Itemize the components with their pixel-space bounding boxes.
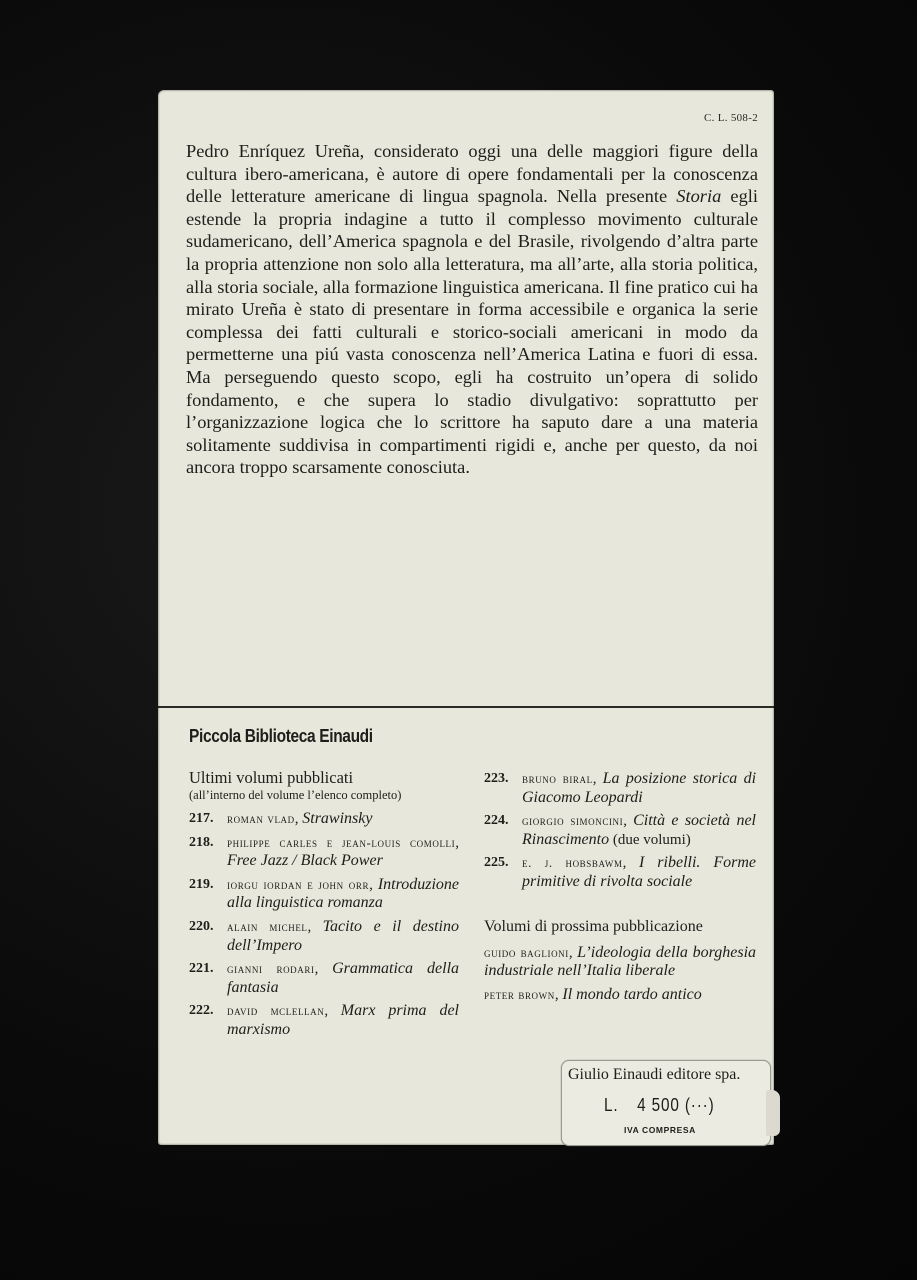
- book-entry: [189, 876, 459, 913]
- sticker-currency: L.: [604, 1095, 619, 1115]
- torn-sticker-edge: [766, 1090, 780, 1136]
- catalog-code: C. L. 508-2: [703, 112, 758, 124]
- book-entry: [189, 960, 459, 997]
- entry-number: 225.: [484, 855, 509, 871]
- entry-number: 220.: [189, 918, 214, 934]
- entry-text: [227, 876, 459, 913]
- separator: ,: [622, 855, 640, 872]
- upcoming-author: peter brown: [484, 986, 555, 1002]
- sticker-tax-note: IVA COMPRESA: [624, 1125, 696, 1135]
- entry-text: [227, 810, 459, 829]
- entry-author: alain michel: [227, 918, 308, 934]
- book-back-cover: [158, 90, 774, 1145]
- separator: ,: [307, 918, 323, 935]
- sticker-price: [604, 1095, 715, 1116]
- entry-number: 217.: [189, 811, 214, 826]
- entry-author: roman vlad: [227, 811, 295, 826]
- entry-title: Introduzione alla linguistica romanza: [227, 875, 459, 912]
- separator: ,: [314, 961, 333, 978]
- sticker-amount: 4 500: [637, 1095, 680, 1115]
- entry-title: Grammatica della fantasia: [227, 960, 460, 996]
- entry-text: [227, 834, 459, 871]
- entry-author: e. j. hobsbawm: [522, 855, 623, 871]
- entry-text: [522, 770, 756, 807]
- entry-number: 218.: [189, 834, 214, 850]
- entry-title: Marx prima del marxismo: [227, 1002, 459, 1038]
- upcoming-author: guido baglioni: [484, 944, 569, 960]
- upcoming-entry: [484, 944, 756, 981]
- book-entry: [189, 810, 459, 829]
- entry-text: [227, 1002, 459, 1039]
- divider-rule: [158, 706, 774, 708]
- series-title: Piccola Biblioteca Einaudi: [189, 726, 373, 746]
- entry-text: [227, 960, 459, 997]
- blurb-part-1: Pedro Enríquez Ureña, considerato oggi una delle maggiori figure della cultura ibero-americana, è autore di opere fondamentali per la conoscenza delle letterature americane di lingua spagnola. Nella presente: [186, 141, 758, 207]
- entry-number: 224.: [484, 813, 509, 829]
- separator: ,: [324, 1003, 341, 1020]
- separator: ,: [554, 986, 563, 1003]
- entry-number: 223.: [484, 771, 509, 786]
- entry-title: Free Jazz / Black Power: [227, 852, 383, 870]
- recent-heading: Ultimi volumi pubblicati: [189, 768, 354, 787]
- book-entry: [189, 1002, 459, 1039]
- recent-list-left: [189, 768, 459, 1045]
- separator: ,: [369, 876, 378, 893]
- separator: ,: [294, 811, 303, 827]
- book-entry: [484, 812, 756, 849]
- entry-author: iorgu iordan e john orr: [227, 876, 370, 892]
- separator: ,: [592, 771, 603, 787]
- entry-number: 219.: [189, 876, 214, 892]
- entry-title: Tacito e il destino dell’Impero: [227, 917, 460, 954]
- entry-title: Città e società nel Rinascimento: [522, 812, 756, 848]
- upcoming-entry: [484, 986, 756, 1005]
- recent-note: (all’interno del volume l’elenco completo): [189, 788, 402, 802]
- separator: ,: [568, 944, 578, 961]
- entry-title: I ribelli. Forme primitive di rivolta sociale: [522, 854, 757, 890]
- blurb-part-2: egli estende la propria indagine a tutto il complesso movimento culturale sudamericano, dell’America spagnola e del Brasile, rivolgendo d’altra parte la propria attenzione non solo alla letteratura, ma all’arte, alla storia politica, alla storia sociale, alla formazione linguistica americana. Il fine pratico cui ha mirato Ureña è stato di presentare in forma accessibile e organica la serie complessa dei fatti culturali e storico-sociali americani in modo da permetterne una piú vasta conoscenza nell’America Latina e fuori di essa. Ma perseguendo questo scopo, egli ha costruito un’opera di solido fondamento, e che supera lo stadio divulgativo: soprattutto per l’organizzazione logica che lo scrittore ha saputo dare a una materia solitamente suddivisa in compartimenti rigidi e, anche per questo, da noi ancora troppo scarsamente conosciuta.: [186, 186, 758, 478]
- entry-author: philippe carles e jean-louis comolli: [227, 834, 456, 850]
- book-entry: [189, 834, 459, 871]
- entry-text: [227, 918, 459, 955]
- upcoming-title: Il mondo tardo antico: [562, 985, 702, 1003]
- entry-author: giorgio simoncini: [522, 813, 624, 829]
- book-entry: [189, 918, 459, 955]
- entry-title: La posizione storica di Giacomo Leopardi: [522, 770, 757, 806]
- entry-author: bruno biral: [522, 771, 593, 786]
- entry-extra: (due volumi): [609, 831, 691, 848]
- entry-author: gianni rodari: [227, 961, 315, 977]
- sticker-suffix: (···): [684, 1095, 715, 1115]
- sticker-publisher: Giulio Einaudi editore spa.: [568, 1066, 741, 1083]
- upcoming-title: L’ideologia della borghesia industriale nell’Italia liberale: [484, 943, 757, 980]
- entry-text: [522, 812, 756, 849]
- separator: ,: [455, 834, 459, 851]
- blurb-text: [186, 140, 758, 479]
- price-sticker: [561, 1060, 771, 1146]
- recent-list-right: [484, 770, 756, 1009]
- entry-title: Strawinsky: [302, 810, 373, 827]
- upcoming-heading: Volumi di prossima pubblicazione: [484, 917, 703, 935]
- entry-number: 221.: [189, 961, 214, 977]
- book-entry: [484, 770, 756, 807]
- blurb-italic-title: Storia: [676, 186, 722, 207]
- separator: ,: [623, 813, 634, 830]
- book-entry: [484, 854, 756, 891]
- entry-text: [522, 854, 756, 891]
- entry-author: david mclellan: [227, 1003, 325, 1019]
- entry-number: 222.: [189, 1003, 214, 1019]
